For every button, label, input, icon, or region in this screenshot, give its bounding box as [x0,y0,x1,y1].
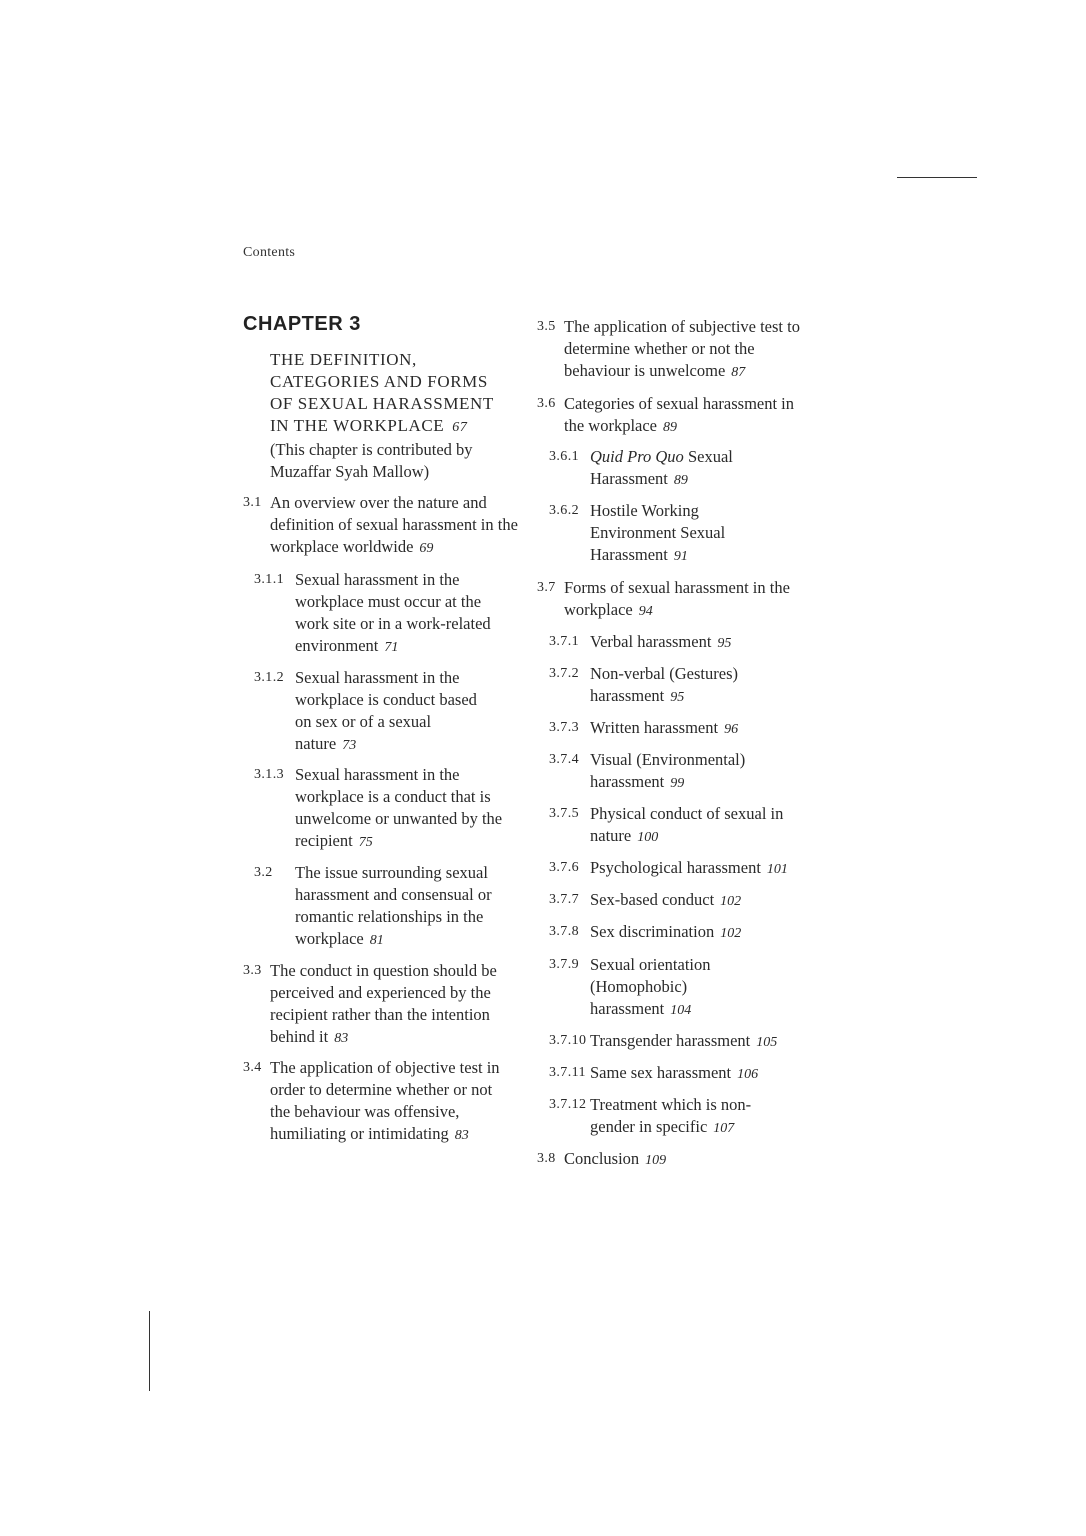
toc-entry-number: 3.1.2 [254,670,284,685]
toc-entry[interactable] [549,749,781,795]
toc-entry-page: 101 [766,862,788,877]
toc-entry-title: Conclusion [564,1149,640,1168]
toc-entry-number: 3.7.10 [549,1033,587,1048]
toc-entry-title: The application of objective test in order to determine whether or not the behaviour was offensive, humiliating or intimidating [270,1058,500,1143]
toc-entry-title: Treatment which is non-gender in specific [590,1095,752,1136]
toc-entry-number: 3.5 [537,319,556,334]
toc-entry-number: 3.7.6 [549,860,579,875]
toc-entry-title: The conduct in question should be perceived and experienced by the recipient rather than the intention behind it [270,961,497,1046]
toc-entry-page: 73 [342,738,357,753]
toc-entry-title: Sexual harassment in the workplace is conduct based on sex or of a sexual nature [295,668,477,753]
toc-entry[interactable] [549,803,814,849]
toc-entry-title: Sex discrimination [590,922,715,941]
toc-entry[interactable] [549,921,824,945]
toc-entry[interactable] [549,1062,829,1086]
toc-entry-title: Sexual orientation (Homophobic) harassment [590,955,711,1018]
toc-entry-number: 3.4 [243,1060,262,1075]
toc-entry-title: Psychological harassment [590,858,761,877]
toc-entry-number: 3.7.7 [549,892,579,907]
toc-entry[interactable] [254,667,484,757]
toc-entry-page: 102 [720,894,742,909]
toc-entry-page: 102 [720,926,742,941]
toc-entry-number: 3.2 [254,865,273,880]
toc-entry-number: 3.1 [243,495,262,510]
toc-entry-number: 3.3 [243,963,262,978]
toc-entry-number: 3.7.2 [549,666,579,681]
toc-entry-number: 3.6.2 [549,503,579,518]
toc-entry-page: 71 [384,640,399,655]
toc-entry-page: 95 [670,690,685,705]
toc-entry-page: 94 [638,604,653,619]
chapter-title-last: IN THE WORKPLACE [270,416,445,435]
chapter-title-line: OF SEXUAL HARASSMENT [270,394,494,413]
toc-entry-title: Sexual harassment in the workplace is a conduct that is unwelcome or unwanted by the recipient [295,765,503,850]
toc-entry[interactable] [549,1030,829,1054]
toc-entry[interactable] [549,889,824,913]
chapter-title [270,349,530,483]
toc-entry[interactable] [549,717,819,741]
toc-entry-title: Transgender harassment [590,1031,751,1050]
toc-entry-number: 3.6 [537,396,556,411]
toc-entry-number: 3.7.4 [549,752,579,767]
toc-entry-page: 75 [358,835,373,850]
toc-entry-page: 89 [663,420,677,435]
toc-entry-page: 95 [717,636,732,651]
toc-entry[interactable] [537,577,797,623]
toc-entry-page: 87 [731,365,746,380]
toc-entry-page: 106 [737,1067,759,1082]
toc-entry-number: 3.7.5 [549,806,579,821]
toc-entry-page: 81 [369,933,384,948]
toc-entry[interactable] [549,663,779,709]
chapter-note: (This chapter is contributed by Muzaffar Syah Mallow) [270,440,473,481]
toc-entry-title: Sexual Harassment [590,447,733,488]
toc-entry-page: 83 [454,1128,469,1143]
toc-entry-page: 100 [637,830,659,845]
toc-entry-title: The application of subjective test to determine whether or not the behaviour is unwelcome [564,317,800,380]
toc-entry-number: 3.7.9 [549,957,579,972]
running-head: Contents [243,245,296,260]
toc-entry-title: Physical conduct of sexual in nature [590,804,784,845]
toc-entry-number: 3.7.3 [549,720,579,735]
toc-entry-title: Same sex harassment [590,1063,732,1082]
toc-entry-number: 3.8 [537,1151,556,1166]
toc-entry[interactable] [254,569,516,659]
toc-entry[interactable] [537,393,809,439]
toc-entry-number: 3.1.1 [254,572,284,587]
toc-entry-title: An overview over the nature and definition of sexual harassment in the workplace worldwide [270,493,518,556]
chapter-label: CHAPTER 3 [243,313,361,335]
top-right-rule [897,177,977,178]
toc-entry-number: 3.7.8 [549,924,579,939]
toc-entry[interactable] [549,631,819,655]
chapter-title-line: CATEGORIES AND FORMS [270,372,488,391]
toc-entry-page: 69 [419,541,434,556]
toc-entry[interactable] [549,446,759,492]
toc-entry-number: 3.6.1 [549,449,579,464]
toc-entry-title: Hostile Working Environment Sexual Harassment [590,501,726,564]
toc-entry-title: Sexual harassment in the workplace must occur at the work site or in a work-related environment [295,570,491,655]
toc-entry[interactable] [537,1148,809,1172]
toc-entry[interactable] [254,862,516,952]
toc-entry-page: 107 [713,1121,735,1136]
toc-entry-title: The issue surrounding sexual harassment and consensual or romantic relationships in the workplace [295,863,492,948]
toc-entry-number: 3.7.12 [549,1097,587,1112]
toc-entry-page: 83 [334,1031,349,1046]
toc-entry-page: 96 [724,722,739,737]
toc-entry-number: 3.1.3 [254,767,284,782]
toc-entry-number: 3.7 [537,580,556,595]
toc-entry[interactable] [549,857,824,881]
toc-entry-number: 3.7.1 [549,634,579,649]
chapter-page: 67 [452,420,468,435]
toc-entry-title: Visual (Environmental) harassment [590,750,746,791]
toc-entry-page: 89 [673,473,688,488]
toc-entry-title-italic: Quid Pro Quo [590,447,684,466]
toc-entry[interactable] [243,1057,515,1147]
toc-entry[interactable] [549,500,749,568]
toc-entry-title: Non-verbal (Gestures) harassment [590,664,738,705]
toc-entry[interactable] [537,316,809,384]
toc-entry-title: Categories of sexual harassment in the workplace [564,394,795,435]
chapter-title-line [270,415,530,439]
bottom-left-rule [149,1311,150,1391]
toc-entry-page: 105 [756,1035,778,1050]
toc-entry-number: 3.7.11 [549,1065,586,1080]
toc-entry[interactable] [549,1094,771,1140]
chapter-title-line: THE DEFINITION, [270,350,417,369]
toc-entry-title: Written harassment [590,718,719,737]
toc-entry[interactable] [243,492,518,560]
toc-entry-page: 91 [673,549,688,564]
toc-entry-page: 104 [670,1003,692,1018]
toc-entry-page: 99 [670,776,685,791]
toc-entry-title: Sex-based conduct [590,890,715,909]
toc-entry-title: Verbal harassment [590,632,712,651]
toc-entry-page: 109 [645,1153,667,1168]
toc-entry[interactable] [243,960,515,1050]
toc-entry[interactable] [254,764,516,854]
toc-entry[interactable] [549,954,749,1022]
toc-entry-title: Forms of sexual harassment in the workplace [564,578,790,619]
